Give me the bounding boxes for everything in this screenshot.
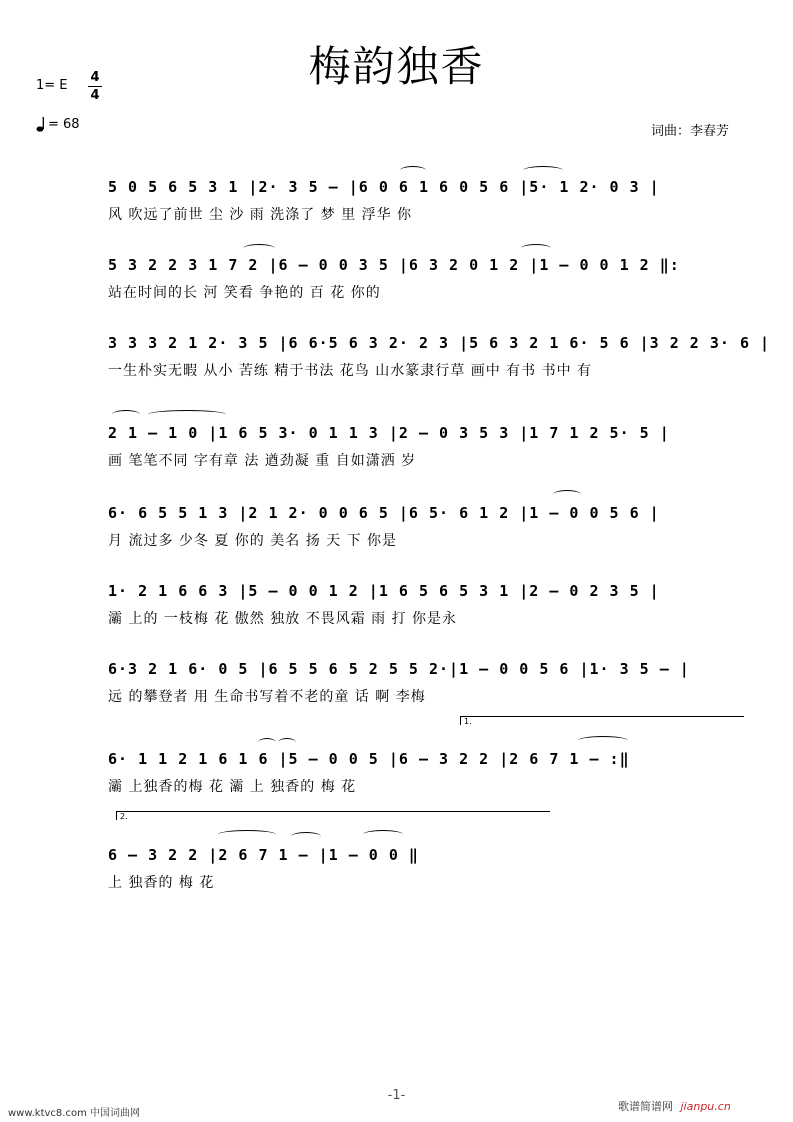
meter-bottom: 4 [90, 88, 100, 103]
notation-row: 6·3 2 1 6· 0 5 |6 5 5 6 5 2 5 5 2·|1 – 0 0 5 6 |1· 3 5 – | [108, 660, 690, 678]
score-line-4 [108, 420, 763, 480]
watermark-right-url: jianpu.cn [680, 1100, 731, 1113]
notation-row: 5 0 5 6 5 3 1 |2· 3 5 – |6 0 6 1 6 0 5 6 |5· 1 2· 0 3 | [108, 178, 660, 196]
watermark-left: www.ktvc8.com 中国词曲网 [8, 1108, 141, 1119]
time-signature [88, 70, 102, 103]
credit: 词曲：李春芳 [651, 124, 730, 139]
slur [112, 410, 140, 419]
score-line-3 [108, 330, 771, 390]
lyrics-row: 灞 上独香的梅 花 灞 上 独香的 梅 花 [108, 779, 357, 795]
meter-line [88, 86, 102, 87]
watermark-right-cn: 歌谱简谱网 [618, 1100, 673, 1113]
volta-second: 2. [116, 811, 550, 820]
lyrics-row: 灞 上的 一枝梅 花 傲然 独放 不畏风霜 雨 打 你是永 [108, 611, 458, 627]
notation-row: 6· 1 1 2 1 6 1 6 |5 – 0 0 5 |6 – 3 2 2 |2 6 7 1 – :‖ [108, 750, 630, 768]
meter-top: 4 [90, 70, 100, 85]
key-signature: 1= E [36, 78, 68, 93]
lyrics-row: 站在时间的长 河 笑看 争艳的 百 花 你的 [108, 285, 381, 301]
tempo-mark [36, 116, 80, 132]
quarter-note-icon [36, 116, 46, 132]
lyrics-row: 画 笔笔不同 字有章 法 遒劲凝 重 自如潇洒 岁 [108, 453, 417, 469]
score-line-7 [108, 656, 763, 716]
slur [218, 830, 276, 839]
tempo-value: = 68 [48, 116, 80, 132]
notation-row: 6 – 3 2 2 |2 6 7 1 – |1 – 0 0 ‖ [108, 846, 419, 864]
watermark-right [618, 1098, 731, 1114]
score-line-2 [108, 252, 763, 312]
notation-row: 1· 2 1 6 6 3 |5 – 0 0 1 2 |1 6 5 6 5 3 1 |2 – 0 2 3 5 | [108, 582, 660, 600]
page-number: -1- [387, 1088, 406, 1103]
notation-row: 5 3 2 2 3 1 7 2 |6 – 0 0 3 5 |6 3 2 0 1 2 |1 – 0 0 1 2 ‖: [108, 256, 680, 274]
score-line-8 [108, 746, 763, 806]
score-line-6 [108, 578, 763, 638]
notation-row: 6· 6 5 5 1 3 |2 1 2· 0 0 6 5 |6 5· 6 1 2 |1 – 0 0 5 6 | [108, 504, 660, 522]
notation-row: 3 3 3 2 1 2· 3 5 |6 6·5 6 3 2· 2 3 |5 6 3 2 1 6· 5 6 |3 2 2 3· 6 | [108, 334, 771, 352]
slur [553, 490, 581, 499]
slur [291, 832, 321, 841]
slur [578, 736, 628, 745]
score-line-9 [108, 842, 763, 902]
lyrics-row: 一生朴实无暇 从小 苦练 精于书法 花鸟 山水篆隶行草 画中 有书 书中 有 [108, 363, 593, 379]
slur [148, 410, 226, 419]
song-title: 梅韵独香 [308, 42, 485, 91]
volta-first: 1. [460, 716, 744, 725]
slur [363, 830, 403, 839]
lyrics-row: 风 吹远了前世 尘 沙 雨 洗涤了 梦 里 浮华 你 [108, 207, 413, 223]
score-line-1 [108, 174, 763, 234]
notation-row: 2 1 – 1 0 |1 6 5 3· 0 1 1 3 |2 – 0 3 5 3 |1 7 1 2 5· 5 | [108, 424, 670, 442]
lyrics-row: 上 独香的 梅 花 [108, 875, 215, 891]
lyrics-row: 月 流过多 少冬 夏 你的 美名 扬 天 下 你是 [108, 533, 398, 549]
score-line-5 [108, 500, 763, 560]
lyrics-row: 远 的攀登者 用 生命书写着不老的童 话 啊 李梅 [108, 689, 426, 705]
